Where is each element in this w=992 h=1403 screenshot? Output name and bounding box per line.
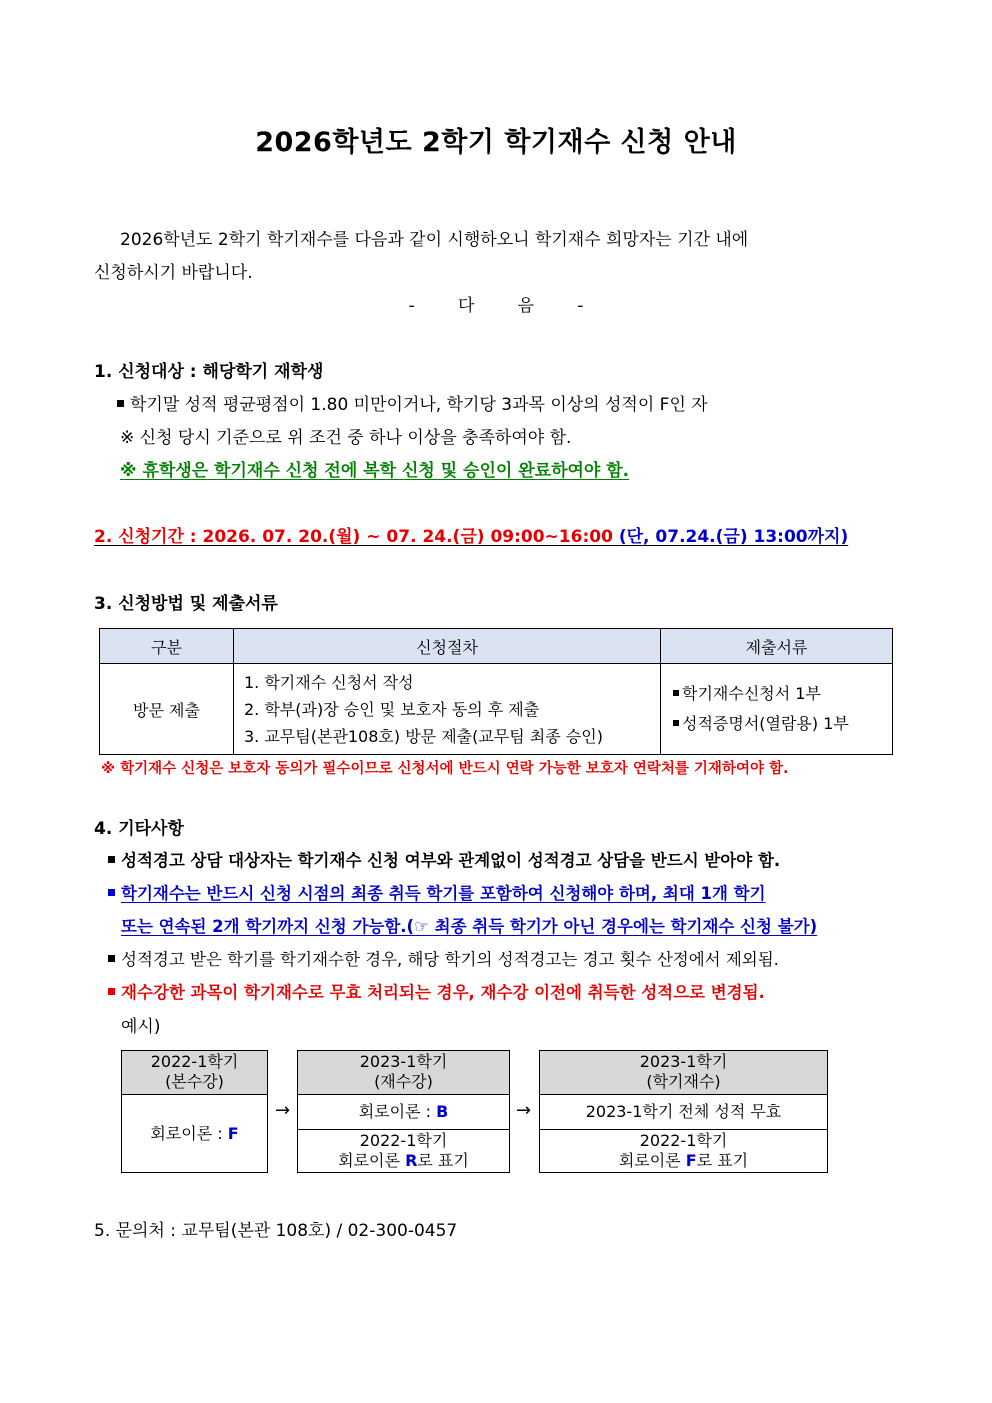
section2-period	[94, 522, 848, 547]
arrow-icon: →	[275, 1100, 291, 1121]
intro-center: - 다 음 -	[408, 296, 584, 316]
document-item-text: 성적증명서(열람용) 1부	[682, 714, 849, 733]
table-row-label: 방문 제출	[100, 664, 234, 755]
box2-row2-suffix: 로 표기	[417, 1151, 469, 1170]
section4-bullet3	[108, 946, 779, 970]
box3-row2-term: 2022-1학기	[639, 1131, 728, 1150]
contact-info: 5. 문의처 : 교무팀(본관 108호) / 02-300-0457	[94, 1221, 458, 1241]
box2-row2	[298, 1130, 509, 1171]
bullet4-text: 재수강한 과목이 학기재수로 무효 처리되는 경우, 재수강 이전에 취득한 성적으로 변경됨.	[121, 983, 765, 1002]
box2-row2-grade: R	[405, 1151, 418, 1170]
table-documents-cell	[661, 664, 893, 755]
box3-header-term: 2023-1학기	[639, 1052, 728, 1071]
section1-heading: 1. 신청대상 : 해당학기 재학생	[94, 362, 324, 382]
box3-row2	[540, 1130, 827, 1171]
section1-note1: ※ 신청 당시 기준으로 위 조건 중 하나 이상을 충족하여야 함.	[120, 428, 572, 448]
bullet2-text-1: 학기재수는 반드시 신청 시점의 최종 취득 학기를 포함하여 신청해야 하며, 최대 1개 학기	[121, 884, 766, 903]
box3-row2-grade: F	[685, 1151, 697, 1170]
box2-header-type: (재수강)	[374, 1072, 433, 1091]
section4-heading: 4. 기타사항	[94, 819, 184, 839]
intro-line1: 2026학년도 2학기 학기재수를 다음과 같이 시행하오니 학기재수 희망자는 기간 내에	[120, 230, 749, 250]
box2-row2-course: 회로이론	[338, 1151, 406, 1170]
bullet-square-icon	[117, 400, 124, 407]
box3-row2-suffix: 로 표기	[696, 1151, 749, 1170]
example-box-retake	[297, 1050, 510, 1173]
table-note: ※ 학기재수 신청은 보호자 동의가 필수이므로 신청서에 반드시 연락 가능한 보호자 연락처를 기재하여야 함.	[101, 761, 789, 777]
box1-body	[122, 1095, 267, 1172]
arrow-icon: →	[516, 1100, 532, 1121]
example-box-original	[121, 1050, 268, 1173]
bullet1-text: 성적경고 상담 대상자는 학기재수 신청 여부와 관계없이 성적경고 상담을 반드시 받아야 함.	[121, 851, 781, 870]
section1-bullet-text: 학기말 성적 평균평점이 1.80 미만이거나, 학기당 3과목 이상의 성적이 F인 자	[130, 395, 708, 415]
box1-header-term: 2022-1학기	[150, 1052, 239, 1071]
box1-header-type: (본수강)	[165, 1072, 224, 1091]
bullet-square-icon	[673, 720, 679, 726]
box3-row2-note	[540, 1151, 827, 1171]
bullet-square-icon	[673, 690, 679, 696]
table-header-procedure: 신청절차	[234, 629, 661, 664]
example-box-semester-retake	[539, 1050, 828, 1173]
document-item-2	[673, 709, 880, 739]
box3-header-type: (학기재수)	[646, 1072, 721, 1091]
procedure-step-1: 1. 학기재수 신청서 작성	[244, 672, 414, 692]
section4-bullet2-line2: 또는 연속된 2개 학기까지 신청 가능함.(☞ 최종 취득 학기가 아닌 경우에는 학기재수 신청 불가)	[121, 917, 818, 936]
box3-row1: 2023-1학기 전체 성적 무효	[540, 1095, 827, 1130]
box2-grade: B	[436, 1102, 449, 1121]
section1-note2: ※ 휴학생은 학기재수 신청 전에 복학 신청 및 승인이 완료하여야 함.	[120, 461, 630, 481]
section4-bullet4	[108, 979, 765, 1003]
box1-grade: F	[227, 1124, 239, 1143]
period-deadline: (단, 07.24.(금) 13:00까지)	[618, 527, 849, 547]
bullet3-text: 성적경고 받은 학기를 학기재수한 경우, 해당 학기의 성적경고는 경고 횟수 산정에서 제외됨.	[121, 950, 779, 969]
bullet-square-icon	[108, 856, 115, 863]
bullet-square-icon	[108, 955, 115, 962]
table-header-category: 구분	[100, 629, 234, 664]
box2-header-term: 2023-1학기	[359, 1052, 448, 1071]
application-table	[99, 628, 893, 755]
page-title: 2026학년도 2학기 학기재수 신청 안내	[255, 127, 737, 158]
intro-line2: 신청하시기 바랍니다.	[94, 263, 253, 283]
section1-bullet	[117, 390, 708, 415]
box3-row2-course: 회로이론	[618, 1151, 686, 1170]
box1-course: 회로이론 :	[150, 1124, 228, 1143]
box2-course: 회로이론 :	[358, 1102, 437, 1121]
box2-row2-term: 2022-1학기	[359, 1131, 448, 1150]
procedure-step-3: 3. 교무팀(본관108호) 방문 제출(교무팀 최종 승인)	[244, 726, 603, 746]
document-item-1	[673, 679, 880, 709]
procedure-step-2: 2. 학부(과)장 승인 및 보호자 동의 후 제출	[244, 699, 540, 719]
table-procedure-cell	[234, 664, 661, 755]
section3-heading: 3. 신청방법 및 제출서류	[94, 594, 278, 614]
bullet-square-icon	[108, 988, 115, 995]
document-item-text: 학기재수신청서 1부	[682, 684, 821, 703]
box2-row2-note	[298, 1151, 509, 1171]
section4-bullet2-line1	[108, 880, 766, 904]
example-label: 예시)	[121, 1017, 161, 1037]
box2-row1	[298, 1095, 509, 1130]
table-header-documents: 제출서류	[661, 629, 893, 664]
section4-bullet1	[108, 847, 780, 871]
period-dates: 2. 신청기간 : 2026. 07. 20.(월) ~ 07. 24.(금) 09:00~16:00	[94, 527, 613, 547]
bullet-square-icon	[108, 889, 115, 896]
